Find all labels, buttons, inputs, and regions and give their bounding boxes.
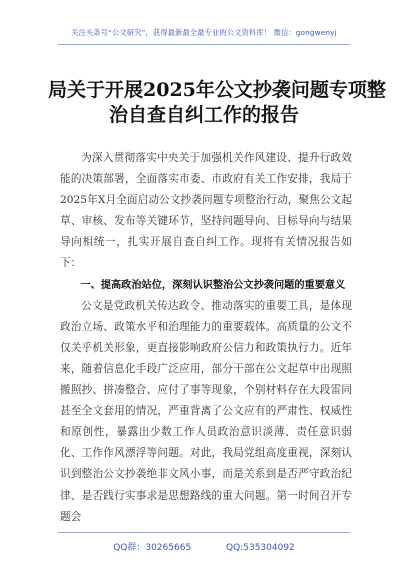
header-note: 关注头条号“公文研究”，获得最新最全最专业的公文资料库！ 微信：gongwenyj <box>71 28 337 37</box>
document-title <box>48 78 386 128</box>
section-1-heading: 一、提高政治站位，深刻认识整治公文抄袭问题的重要意义 <box>80 279 346 291</box>
document-body <box>60 148 352 528</box>
footer-qq-group: QQ群：30265665 <box>113 543 192 553</box>
footer-contacts <box>0 540 408 553</box>
intro-paragraph: 为深入贯彻落实中央关于加强机关作风建设、提升行政效能的决策部署，全面落实市委、市政府有关工作安排，我局于2025年X月全面启动公文抄袭问题专项整治行动，聚焦公文起草、审核、发布等关键环节，坚持问题导向、目标导向与结果导向相统一，扎实开展自查自纠工作。现将有关情况报告如下： <box>60 152 352 270</box>
title-line-1: 局关于开展2025年公文抄袭问题专项整 <box>48 79 386 101</box>
title-line-2: 治自查自纠工作的报告 <box>108 104 299 126</box>
header-divider <box>58 44 350 45</box>
footer-qq: QQ:535304092 <box>226 543 295 553</box>
section-1-paragraph: 公文是党政机关传达政令、推动落实的重要工具，是体现政治立场、政策水平和治理能力的重要载体。高质量的公文不仅关乎机关形象，更直接影响政府公信力和政策执行力。近年来，随着信息化手段广泛应用，部分干部在公文起草中出现照搬照抄、拼凑整合、应付了事等现象，个别材料存在大段雷同甚至全文套用的情况，严重背离了公文应有的严肃性、权威性和原创性，暴露出少数工作人员政治意识淡薄、责任意识弱化、工作作风漂浮等问题。对此，我局党组高度重视，深刻认识到整治公文抄袭绝非文风小事，而是关系到是否严守政治纪律、是否践行实事求是思想路线的重大问题。第一时间召开专题会 <box>60 299 352 523</box>
footer-divider <box>58 532 350 533</box>
